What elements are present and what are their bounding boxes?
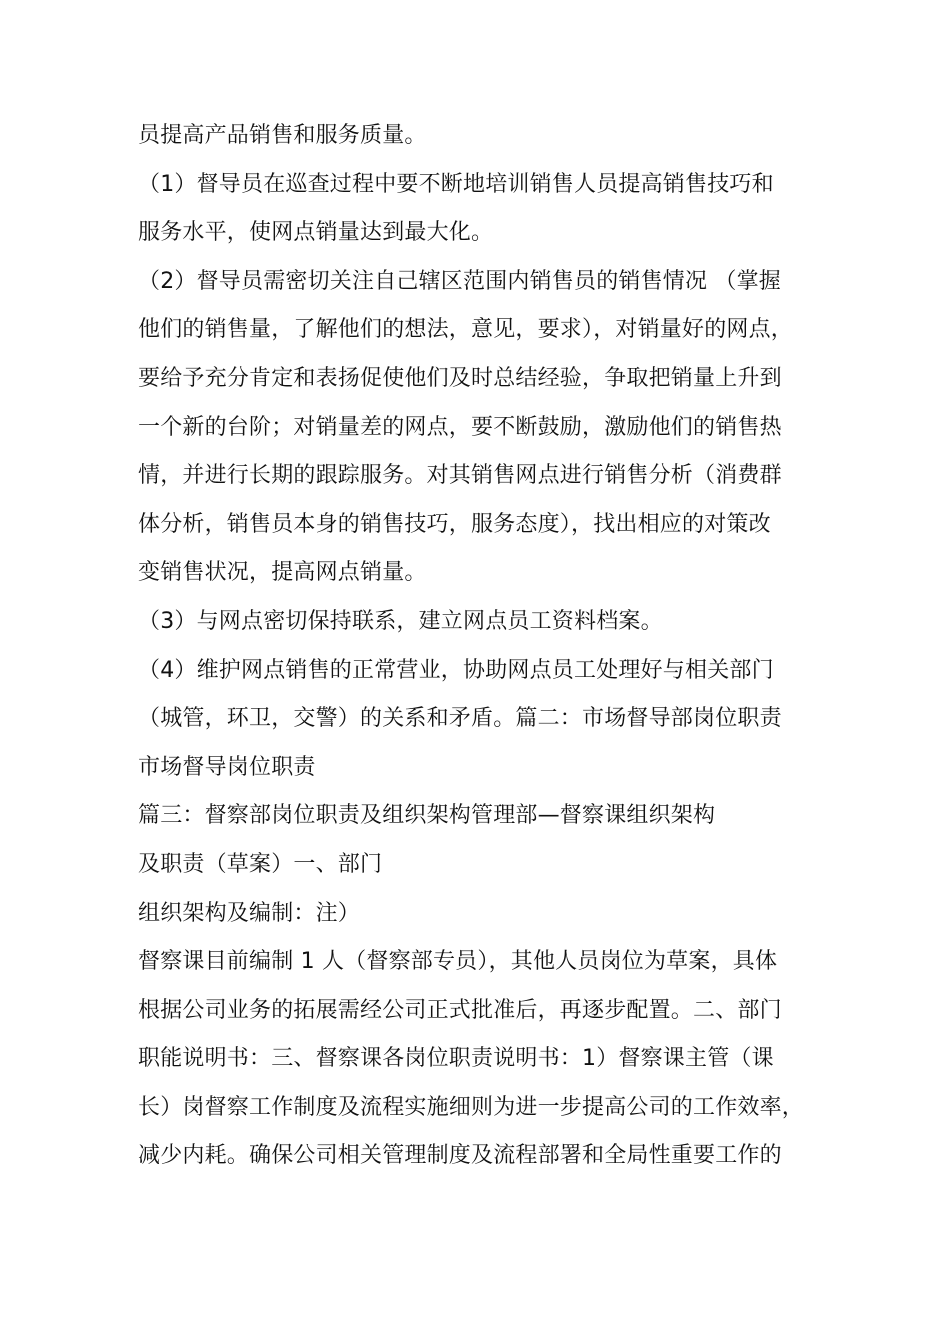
text-line: 服务水平，使网点销量达到最大化。 xyxy=(138,220,494,246)
text-line: 市场督导岗位职责 xyxy=(138,754,316,780)
text-line: （1）督导员在巡查过程中要不断地培训销售人员提高销售技巧和 xyxy=(138,171,774,197)
text-line: 及职责（草案）一、部门 xyxy=(138,851,383,877)
text-line: 长）岗督察工作制度及流程实施细则为进一步提高公司的工作效率， xyxy=(138,1094,805,1120)
text-line: （城管，环卫，交警）的关系和矛盾。篇二：市场督导部岗位职责 xyxy=(138,706,782,732)
text-line: 员提高产品销售和服务质量。 xyxy=(138,123,427,148)
text-line: 根据公司业务的拓展需经公司正式批准后，再逐步配置。二、部门 xyxy=(138,997,782,1023)
document-body xyxy=(138,112,838,1181)
text-line: 督察课目前编制 1 人（督察部专员），其他人员岗位为草案，具体 xyxy=(138,949,778,975)
text-line: （4）维护网点销售的正常营业，协助网点员工处理好与相关部门 xyxy=(138,657,774,683)
text-line: 变销售状况，提高网点销量。 xyxy=(138,560,427,586)
text-line: 他们的销售量，了解他们的想法，意见，要求），对销量好的网点， xyxy=(138,317,794,343)
text-line: （3）与网点密切保持联系，建立网点员工资料档案。 xyxy=(138,608,663,634)
text-line: 减少内耗。确保公司相关管理制度及流程部署和全局性重要工作的 xyxy=(138,1143,782,1169)
text-line: 要给予充分肯定和表扬促使他们及时总结经验，争取把销量上升到 xyxy=(138,365,782,391)
text-line: 组织架构及编制：注） xyxy=(138,900,361,926)
text-line: 职能说明书：三、督察课各岗位职责说明书：1）督察课主管（课 xyxy=(138,1046,774,1072)
text-line: 情，并进行长期的跟踪服务。对其销售网点进行销售分析（消费群 xyxy=(138,463,782,489)
text-line: 篇三：督察部岗位职责及组织架构管理部—督察课组织架构 xyxy=(138,803,716,829)
text-line: （2）督导员需密切关注自己辖区范围内销售员的销售情况 （掌握 xyxy=(138,268,781,294)
text-line: 一个新的台阶；对销量差的网点，要不断鼓励，激励他们的销售热 xyxy=(138,414,782,440)
text-line: 体分析，销售员本身的销售技巧，服务态度），找出相应的对策改 xyxy=(138,511,771,537)
